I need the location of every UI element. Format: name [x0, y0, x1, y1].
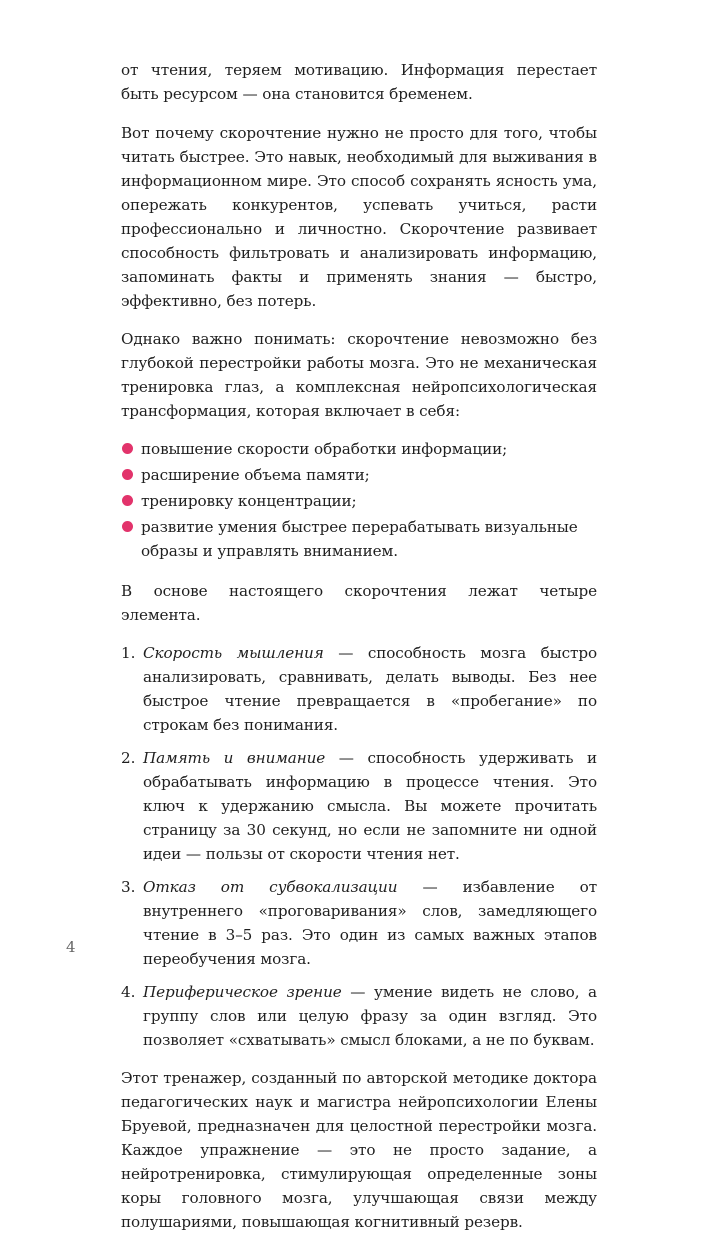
item-text: — умение видеть не слово, а группу слов или целую фразу за один взгляд. Это позволяет «схватывать» смысл блоками, а не по буквам.	[143, 983, 597, 1049]
item-number: 1.	[121, 644, 136, 662]
item-text: — способность мозга быстро анализировать, сравнивать, делать выводы. Без нее быстрое чтение превращается в «пробегание» по строкам без понимания.	[143, 644, 597, 734]
item-term: Периферическое зрение	[143, 983, 342, 1001]
bullet-item	[121, 489, 597, 513]
item-number: 2.	[121, 749, 136, 767]
item-number: 4.	[121, 983, 136, 1001]
numbered-item	[121, 980, 597, 1052]
bullet-dot-icon	[122, 495, 133, 506]
bullet-text: расширение объема памяти;	[141, 466, 370, 484]
numbered-item	[121, 875, 597, 971]
bullet-text: развитие умения быстрее перерабатывать визуальные образы и управлять вниманием.	[141, 518, 578, 560]
bullet-dot-icon	[122, 443, 133, 454]
bullet-list	[121, 437, 597, 563]
numbered-item	[121, 746, 597, 866]
item-number: 3.	[121, 878, 136, 896]
bullet-dot-icon	[122, 469, 133, 480]
item-term: Отказ от субвокализации	[143, 878, 398, 896]
bullet-item	[121, 463, 597, 487]
bullet-item	[121, 515, 597, 563]
item-term: Скорость мышления	[143, 644, 324, 662]
item-term: Память и внимание	[143, 749, 326, 767]
item-text: — избавление от внутреннего «проговаривания» слов, замедляющего чтение в 3–5 раз. Это один из самых важных этапов переобучения мозга.	[143, 878, 598, 968]
closing-paragraph: Этот тренажер, созданный по авторской методике доктора педагогических наук и магистра нейропсихологии Елены Бруевой, предназначен для целостной перестройки мозга. Каждое упражнение — это не просто задание, а нейротренировка, стимулирующая определенные зоны коры головного мозга, улучшающая связи между полушариями, повышающая когнитивный резерв.	[121, 1069, 597, 1231]
paragraph-2: Вот почему скорочтение нужно не просто для того, чтобы читать быстрее. Это навык, необходимый для выживания в информационном мире. Это способ сохранять ясность ума, опережать конкурентов, успевать учиться, расти профессионально и личностно. Скорочтение развивает способность фильтровать и анализировать информацию, запоминать факты и применять знания — быстро, эффективно, без потерь.	[121, 124, 597, 310]
numbered-item	[121, 641, 597, 737]
numbered-list	[121, 641, 597, 1052]
bullet-text: тренировку концентрации;	[141, 492, 357, 510]
paragraph-3: Однако важно понимать: скорочтение невозможно без глубокой перестройки работы мозга. Это не механическая тренировка глаз, а комплексная нейропсихологическая трансформация, которая включает в себя:	[121, 330, 597, 420]
numbered-intro: В основе настоящего скорочтения лежат четыре элемента.	[121, 582, 597, 624]
bullet-text: повышение скорости обработки информации;	[141, 440, 508, 458]
page-number: 4	[66, 938, 76, 956]
bullet-item	[121, 437, 597, 461]
page-content	[121, 58, 597, 1248]
bullet-dot-icon	[122, 521, 133, 532]
paragraph-1: от чтения, теряем мотивацию. Информация перестает быть ресурсом — она становится бременем.	[121, 61, 597, 103]
item-text: — способность удерживать и обрабатывать информацию в процессе чтения. Это ключ к удержанию смысла. Вы можете прочитать страницу за 30 секунд, но если не запомните ни одной идеи — пользы от скорости чтения нет.	[143, 749, 597, 863]
